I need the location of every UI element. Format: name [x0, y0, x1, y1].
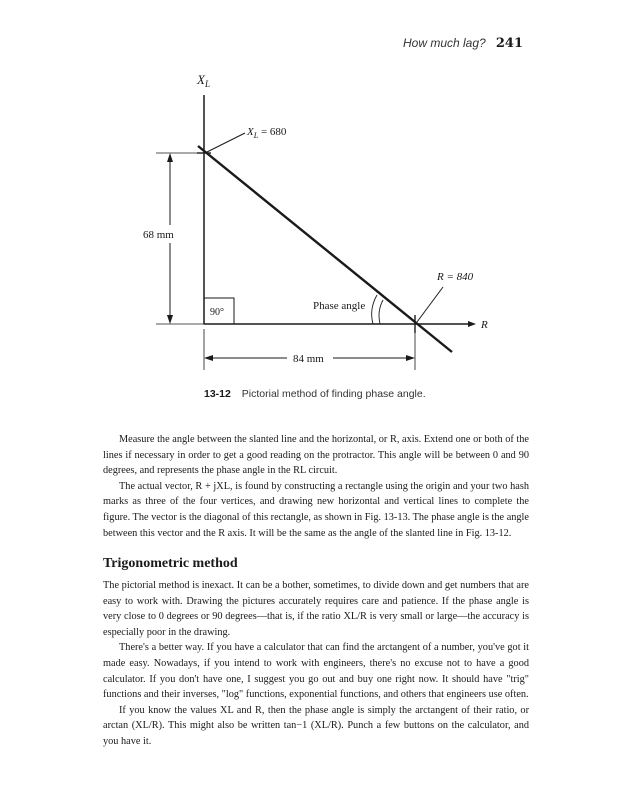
page-number: 241 — [495, 36, 523, 51]
width-arrow-left — [204, 355, 213, 361]
slanted-line — [198, 146, 452, 352]
paragraph-3: The pictorial method is inexact. It can be a bother, sometimes, to divide down and get numbers that are easy to work with. Drawing the pictures accurately requires care and patience. If the phase angle is very close to 0 degrees or 90 degrees—that is, if the ratio XL/R is very small or large—the accuracy is especially poor in the drawing. — [103, 580, 529, 638]
height-label: 68 mm — [143, 229, 174, 241]
height-arrow-up — [167, 153, 173, 162]
section-heading: Trigonometric method — [103, 556, 238, 571]
height-arrow-down — [167, 315, 173, 324]
body-section-1 — [103, 432, 529, 541]
r-axis-arrowhead — [468, 321, 476, 327]
phase-angle-label: Phase angle — [313, 300, 366, 312]
xl-value-label: $X_L = 680$ — [247, 126, 287, 140]
paragraph-5: If you know the values XL and R, then the phase angle is simply the arctangent of their ratio, or arctan (XL/R). This might also be written tan−1 (XL/R). Punch a few buttons on the calculator, and you have it. — [103, 704, 529, 747]
xl-value-leader — [207, 133, 245, 152]
figure-number: 13-12 — [204, 388, 231, 400]
paragraph-4: There's a better way. If you have a calculator that can find the arctangent of a number, you've got it made easy. Nowadays, if you intend to work with engineers, there's no excuse not to have a good calculator. If you don't have one, I suggest you go out and buy one right now. It should have "trig" functions and their inverses, "log" functions, exponential functions, and others that engineers use often. — [103, 642, 529, 701]
figure-caption-text: Pictorial method of finding phase angle. — [241, 388, 426, 400]
phase-angle-arc-outer — [372, 295, 377, 324]
figure-caption — [204, 388, 426, 400]
r-axis-label: R — [481, 319, 488, 331]
body-section-2 — [103, 578, 529, 750]
paragraph-1: Measure the angle between the slanted line and the horizontal, or R, axis. Extend one or both of the lines if necessary in order to get a good reading on the protractor. This angle will be between 0 and 90 degrees, and represents the phase angle in the RL circuit. — [103, 434, 529, 477]
xl-axis-label: $X_L$ — [197, 72, 210, 89]
right-angle-label: 90° — [210, 307, 224, 318]
r-value-leader — [417, 287, 443, 322]
r-value-label: R = 840 — [437, 271, 474, 283]
width-label: 84 mm — [293, 353, 324, 365]
width-arrow-right — [406, 355, 415, 361]
phase-angle-arc-inner — [379, 300, 383, 324]
paragraph-2: The actual vector, R + jXL, is found by constructing a rectangle using the origin and your two hash marks as three of the four vertices, and drawing new horizontal and vertical lines to complete the figure. The vector is the diagonal of this rectangle, as shown in Fig. 13-13. The phase angle is the angle between this vector and the R axis. It will be the same as the angle of the slanted line in Fig. 13-12. — [103, 480, 529, 539]
running-title: How much lag? — [403, 36, 486, 50]
